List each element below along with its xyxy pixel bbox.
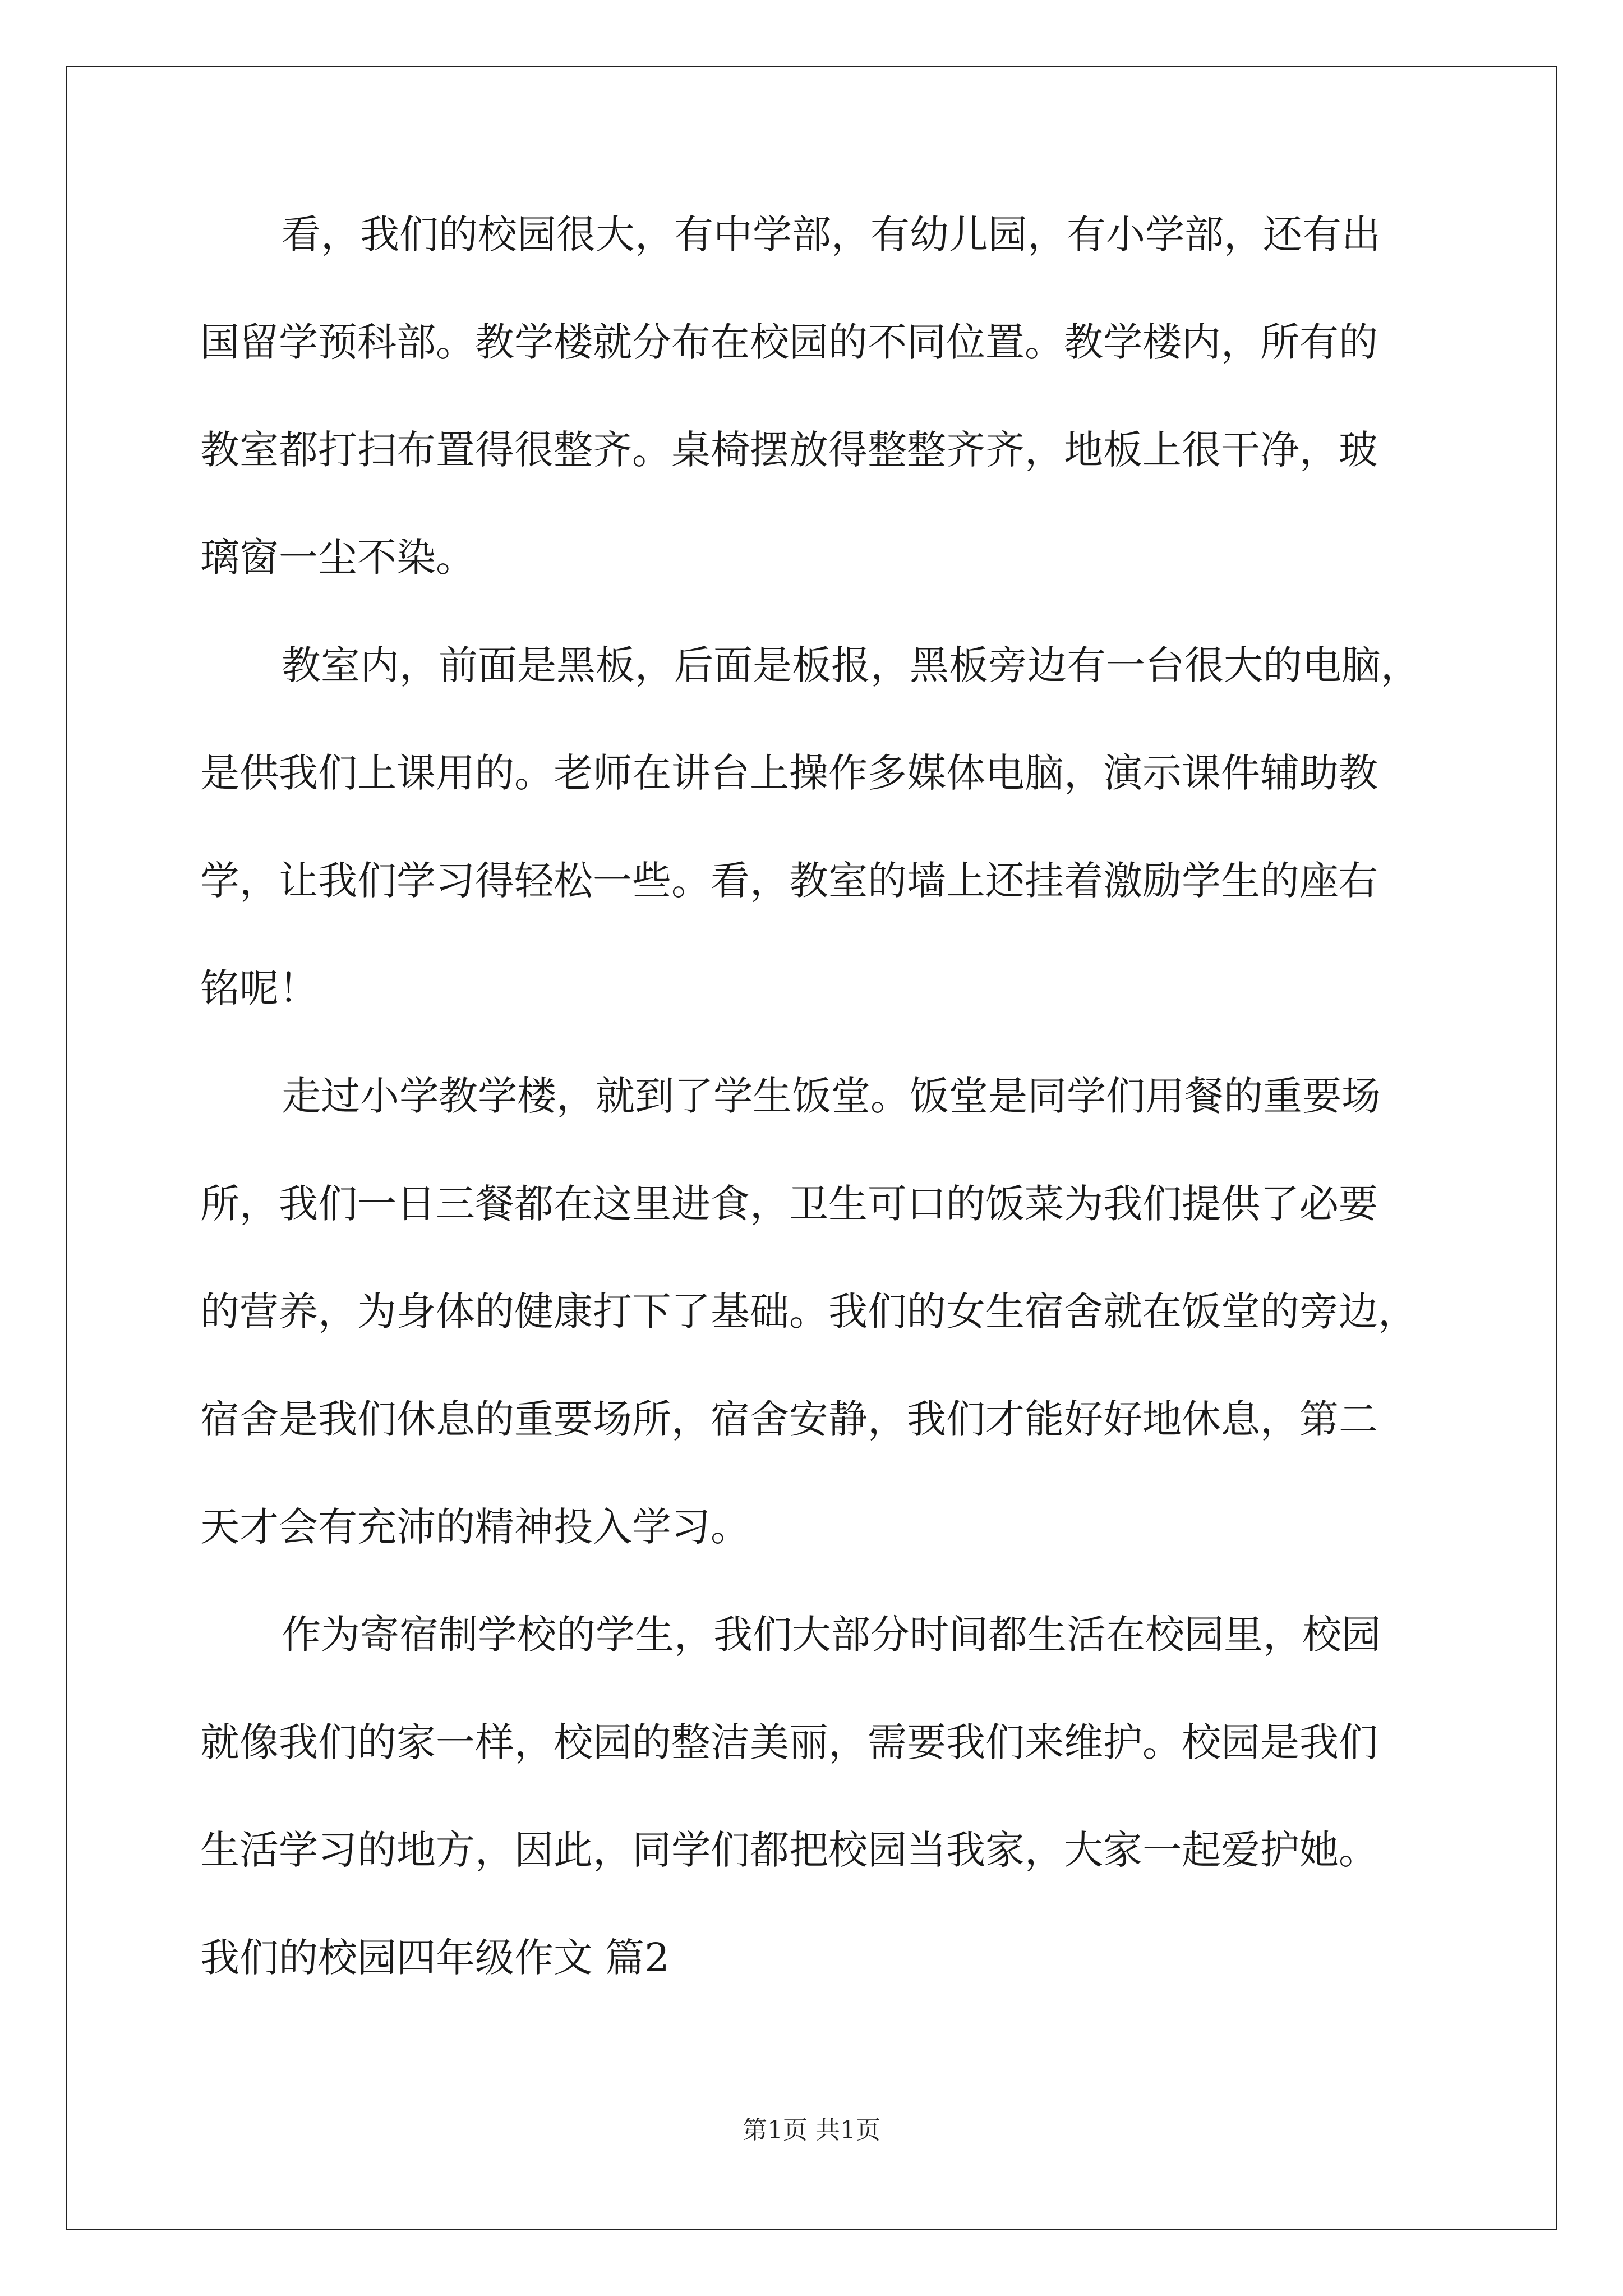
section-heading: 我们的校园四年级作文 篇2 bbox=[200, 1935, 670, 1981]
text-line: 教室都打扫布置得很整齐。桌椅摆放得整整齐齐，地板上很干净，玻 bbox=[200, 427, 1378, 473]
text-line: 学，让我们学习得轻松一些。看，教室的墙上还挂着激励学生的座右 bbox=[200, 858, 1378, 904]
document-body bbox=[200, 208, 1423, 2039]
text-line: 教室内，前面是黑板，后面是板报，黑板旁边有一台很大的电脑， bbox=[282, 642, 1420, 688]
text-line: 璃窗一尘不染。 bbox=[200, 535, 475, 581]
text-line: 的营养，为身体的健康打下了基础。我们的女生宿舍就在饭堂的旁边， bbox=[200, 1289, 1417, 1335]
text-line: 所，我们一日三餐都在这里进食，卫生可口的饭菜为我们提供了必要 bbox=[200, 1181, 1378, 1227]
text-line: 国留学预科部。教学楼就分布在校园的不同位置。教学楼内，所有的 bbox=[200, 319, 1378, 365]
text-line: 走过小学教学楼，就到了学生饭堂。饭堂是同学们用餐的重要场 bbox=[282, 1073, 1381, 1119]
text-line: 宿舍是我们休息的重要场所，宿舍安静，我们才能好好地休息，第二 bbox=[200, 1396, 1378, 1442]
text-line: 生活学习的地方，因此，同学们都把校园当我家，大家一起爱护她。 bbox=[200, 1827, 1378, 1873]
text-line: 天才会有充沛的精神投入学习。 bbox=[200, 1504, 750, 1550]
text-line: 看，我们的校园很大，有中学部，有幼儿园，有小学部，还有出 bbox=[282, 211, 1381, 257]
page-footer: 第1页 共1页 bbox=[743, 2116, 880, 2145]
text-line: 铭呢！ bbox=[200, 965, 318, 1011]
text-line: 是供我们上课用的。老师在讲台上操作多媒体电脑，演示课件辅助教 bbox=[200, 750, 1378, 796]
text-line: 就像我们的家一样，校园的整洁美丽，需要我们来维护。校园是我们 bbox=[200, 1719, 1378, 1765]
text-line: 作为寄宿制学校的学生，我们大部分时间都生活在校园里，校园 bbox=[282, 1612, 1381, 1658]
